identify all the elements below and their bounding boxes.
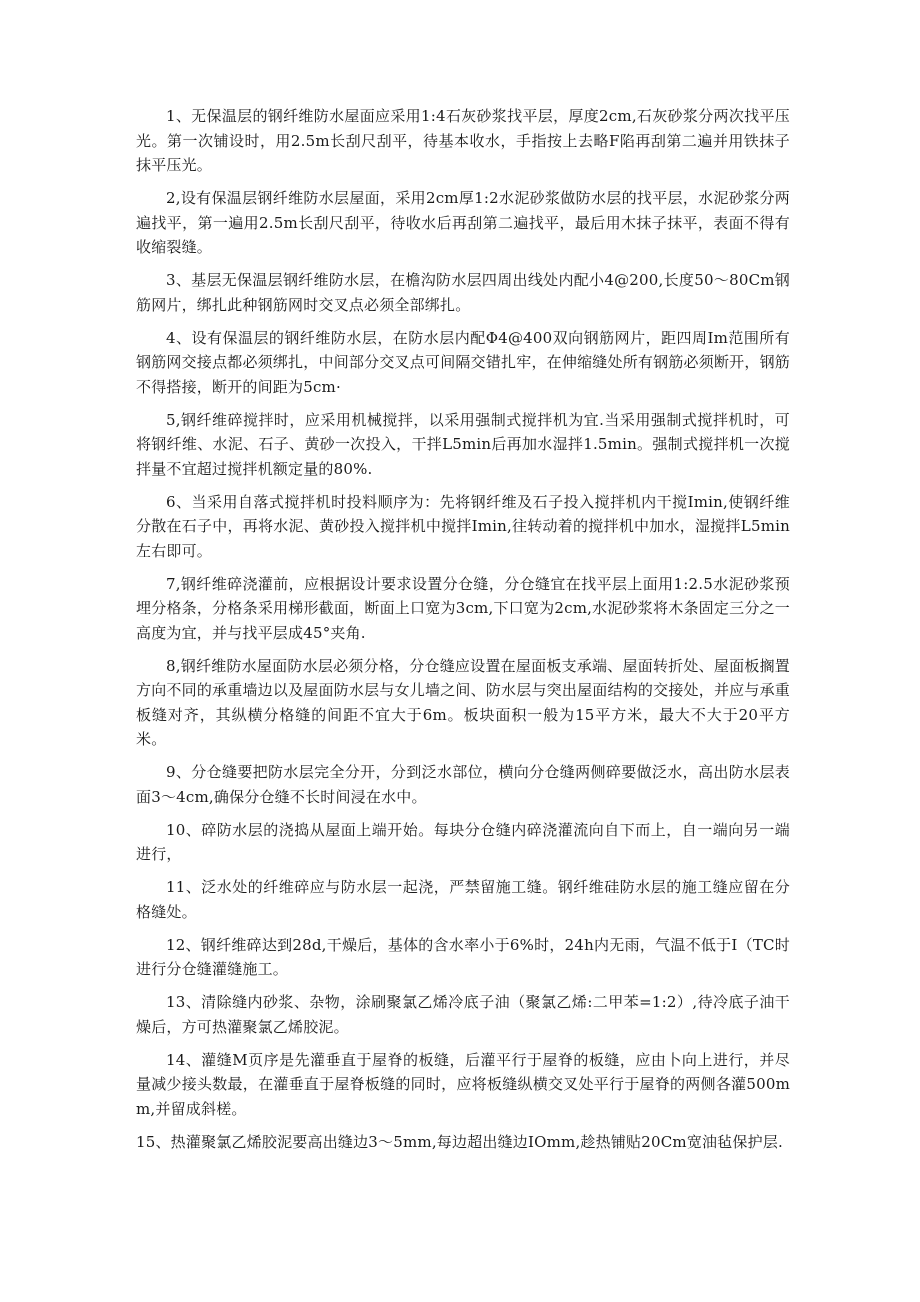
paragraph-13: 13、清除缝内砂浆、杂物，涂刷聚氯乙烯冷底子油（聚氯乙烯:二甲苯=1:2）,待冷底子油干燥后，方可热灌聚氯乙烯胶泥。 <box>136 993 790 1036</box>
document-body <box>136 104 790 1163</box>
paragraph-6: 6、当采用自落式搅拌机时投料顺序为：先将钢纤维及石子投入搅拌机内干搅Imin,使钢纤维分散在石子中，再将水泥、黄砂投入搅拌机中搅拌Imin,往转动着的搅拌机中加水，湿搅拌L5min左右即可。 <box>136 492 790 560</box>
paragraph-15: 15、热灌聚氯乙烯胶泥要高出缝边3～5mm,每边超出缝边IOmm,趁热铺贴20Cm宽油毡保护层. <box>136 1132 783 1151</box>
paragraph-10: 10、碎防水层的浇捣从屋面上端开始。每块分仓缝内碎浇灌流向自下而上，自一端向另一端进行， <box>136 820 790 863</box>
paragraph-11: 11、泛水处的纤维碎应与防水层一起浇，严禁留施工缝。钢纤维硅防水层的施工缝应留在分格缝处。 <box>136 878 790 921</box>
paragraph-4: 4、设有保温层的钢纤维防水层，在防水层内配Φ4@400双向钢筋网片，距四周Im范围所有钢筋网交接点都必须绑扎，中间部分交叉点可间隔交错扎牢，在伸缩缝处所有钢筋必须断开，钢筋不得搭接，断开的间距为5cm· <box>136 328 790 396</box>
paragraph-14: 14、灌缝M页序是先灌垂直于屋脊的板缝，后灌平行于屋脊的板缝，应由卜向上进行，并尽量减少接头数最，在灌垂直于屋脊板缝的同时，应将板缝纵横交叉处平行于屋脊的两侧各灌500mm,并留成斜槎。 <box>136 1050 790 1118</box>
paragraph-9: 9、分仓缝要把防水层完全分开，分到泛水部位，横向分仓缝两侧碎要做泛水，高出防水层表面3～4cm,确保分仓缝不长时间浸在水中。 <box>136 763 790 806</box>
paragraph-3: 3、基层无保温层钢纤维防水层，在檐沟防水层四周出线处内配小4@200,长度50～80Cm钢筋网片，绑扎此种钢筋网时交叉点必须全部绑扎。 <box>136 271 790 314</box>
paragraph-2: 2,设有保温层钢纤维防水层屋面，采用2cm厚1:2水泥砂浆做防水层的找平层，水泥砂浆分两遍找平，第一遍用2.5m长刮尺刮平，待收水后再刮第二遍找平，最后用木抹子抹平，表面不得有收缩裂缝。 <box>136 189 790 256</box>
paragraph-7: 7,钢纤维碎浇灌前，应根据设计要求设置分仓缝，分仓缝宜在找平层上面用1:2.5水泥砂浆预埋分格条，分格条采用梯形截面，断面上口宽为3cm,下口宽为2cm,水泥砂浆将木条固定三分之一高度为宜，并与找平层成45°夹角. <box>136 574 790 642</box>
paragraph-12: 12、钢纤维碎达到28d,干燥后，基体的含水率小于6%时，24h内无雨，气温不低于I（TC时进行分仓缝灌缝施工。 <box>136 935 790 978</box>
paragraph-1: 1、无保温层的钢纤维防水屋面应采用1:4石灰砂浆找平层，厚度2cm,石灰砂浆分两次找平压光。第一次铺设时，用2.5m长刮尺刮平，待基本收水，手指按上去略F陷再刮第二遍并用铁抹子抹平压光。 <box>136 107 790 174</box>
paragraph-5: 5,钢纤维碎搅拌时，应采用机械搅拌，以采用强制式搅拌机为宜.当采用强制式搅拌机时，可将钢纤维、水泥、石子、黄砂一次投入，干拌L5min后再加水湿拌1.5min。强制式搅拌机一次搅拌量不宜超过搅拌机额定量的80%. <box>136 410 790 478</box>
paragraph-8: 8,钢纤维防水屋面防水层必须分格，分仓缝应设置在屋面板支承端、屋面转折处、屋面板搁置方向不同的承重墙边以及屋面防水层与女儿墙之间、防水层与突出屋面结构的交接处，并应与承重板缝对齐，其纵横分格缝的间距不宜大于6m。板块面积一般为15平方米，最大不大于20平方米。 <box>136 656 790 748</box>
